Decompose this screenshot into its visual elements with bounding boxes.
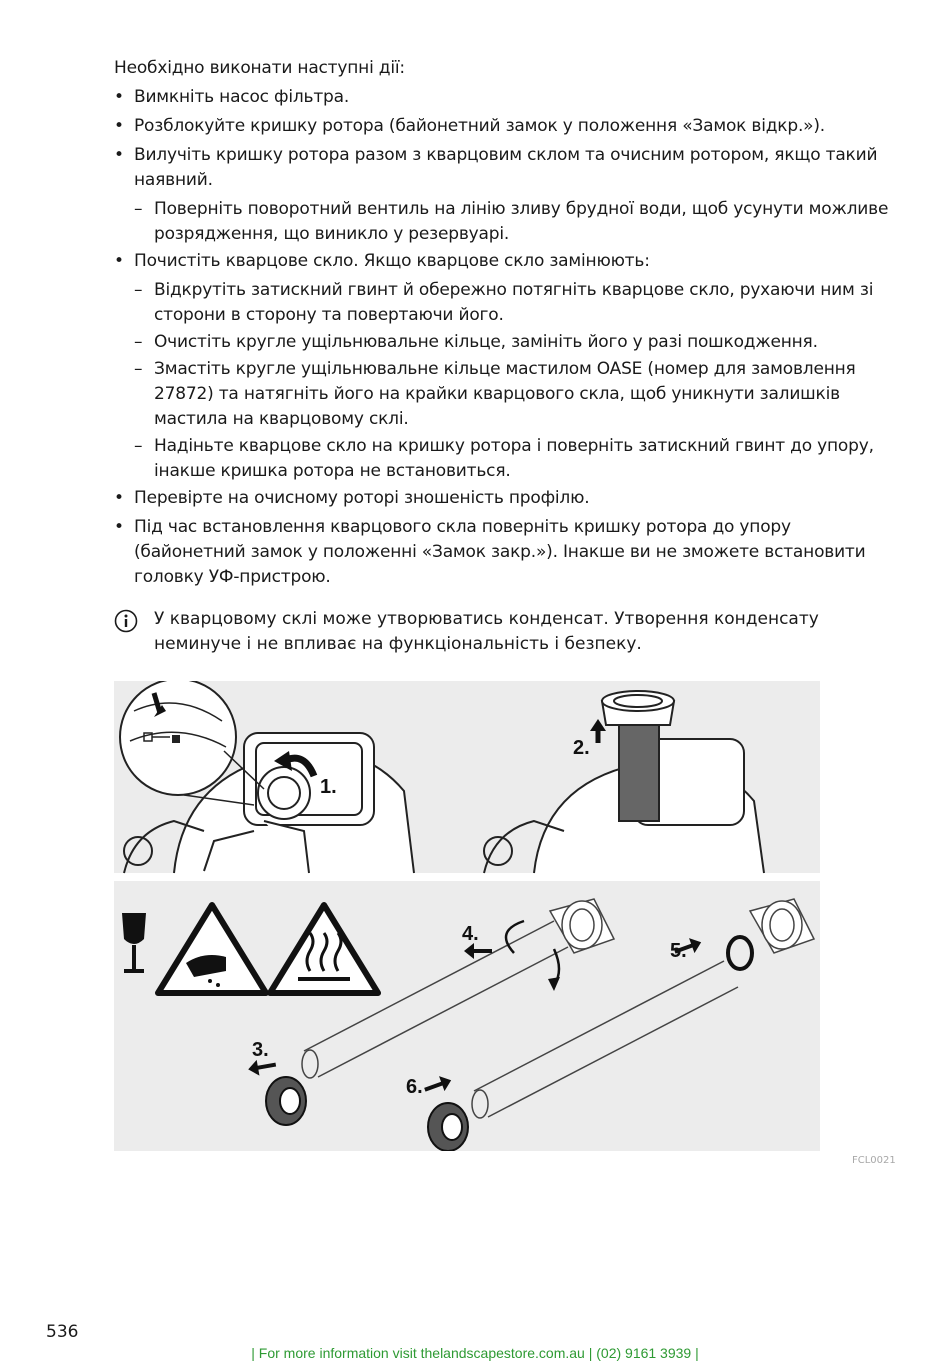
info-text: У кварцовому склі може утворюватись конденсат. Утворення конденсату неминуче і не впливає на функціональність і безпеку.: [154, 609, 819, 654]
list-item: • Вилучіть кришку ротора разом з кварцовим склом та очисним ротором, якщо такий наявний.: [114, 143, 904, 193]
sub-list-item: – Відкрутіть затискний гвинт й обережно потягніть кварцове скло, рухаючи ним зі сторони в сторону та повертаючи його.: [114, 278, 904, 328]
maintenance-illustration: [114, 681, 820, 1151]
step-label: 4.: [462, 923, 479, 945]
step-label: 5.: [670, 940, 687, 962]
step-label: 6.: [406, 1076, 423, 1098]
list-item: • Вимкніть насос фільтра.: [114, 85, 904, 110]
list-item: • Перевірте на очисному роторі зношеність профілю.: [114, 486, 904, 511]
info-note: [114, 607, 904, 657]
instructions: [114, 56, 904, 594]
sub-list-item: – Поверніть поворотний вентиль на лінію зливу брудної води, щоб усунути можливе розрядження, що виникло у резервуарі.: [114, 197, 904, 247]
sub-list-item: – Змастіть кругле ущільнювальне кільце мастилом OASE (номер для замовлення 27872) та натягніть його на крайки кварцового скла, щоб уникнути залишків мастила на кварцовому склі.: [114, 357, 904, 432]
list-item: • Під час встановлення кварцового скла поверніть кришку ротора до упору (байонетний замок у положенні «Замок закр.»). Інакше ви не зможете встановити головку УФ-пристрою.: [114, 515, 904, 590]
intro-text: Необхідно виконати наступні дії:: [114, 58, 405, 78]
list-item: • Розблокуйте кришку ротора (байонетний замок у положення «Замок відкр.»).: [114, 114, 904, 139]
step-label: 2.: [573, 737, 590, 759]
clamping-nut: [428, 1103, 468, 1151]
sub-list-item: – Очистіть кругле ущільнювальне кільце, замініть його у разі пошкодження.: [114, 330, 904, 355]
figure-id: FCL0021: [852, 1155, 896, 1166]
step-label: 3.: [252, 1039, 269, 1061]
footer-link[interactable]: | For more information visit thelandscapestore.com.au | (02) 9161 3939 |: [251, 1345, 699, 1361]
clamping-nut: [266, 1077, 306, 1125]
list-item: • Почистіть кварцове скло. Якщо кварцове скло замінюють:: [114, 249, 904, 274]
page-number: 536: [46, 1322, 79, 1342]
info-icon: [114, 609, 138, 633]
sub-list-item: – Надіньте кварцове скло на кришку ротора і поверніть затискний гвинт до упору, інакше кришка ротора не встановиться.: [114, 434, 904, 484]
step-label: 1.: [320, 776, 337, 798]
